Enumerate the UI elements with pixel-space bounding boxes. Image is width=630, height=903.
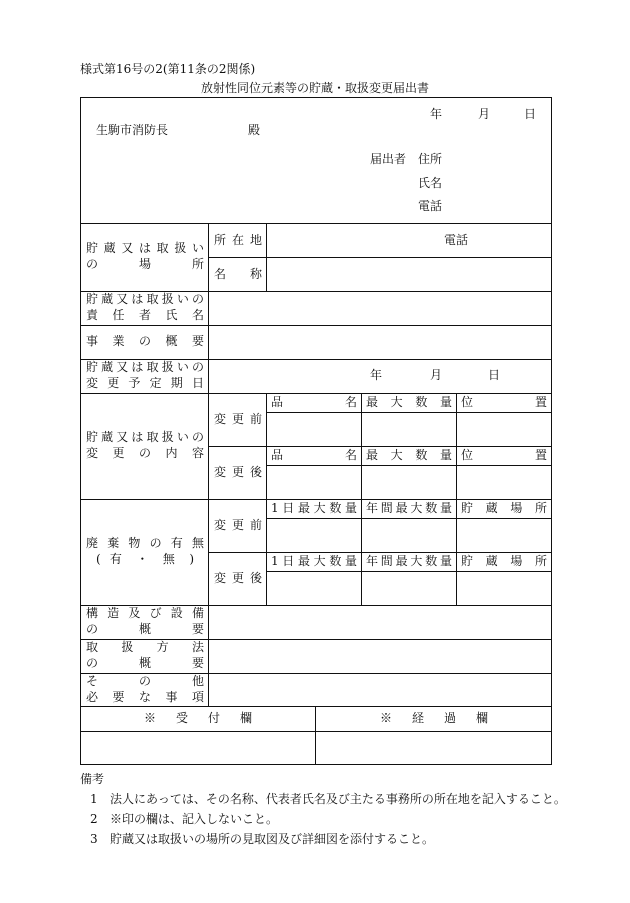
notifier-name-field[interactable] bbox=[452, 173, 548, 193]
change-date-month: 月 bbox=[430, 368, 443, 382]
rule-content-bottom bbox=[80, 499, 552, 500]
content-after-item-field[interactable] bbox=[269, 468, 359, 497]
waste-after-daily-field[interactable] bbox=[269, 574, 359, 603]
rule-date-bottom bbox=[80, 393, 552, 394]
note-item bbox=[90, 790, 566, 807]
location-label bbox=[86, 241, 204, 272]
location-label-line1: 貯 蔵 又 は 取 扱 い bbox=[86, 241, 204, 255]
waste-after-col-daily: 1日最大数量 bbox=[271, 554, 357, 568]
manager-label-line1: 貯蔵又は取扱いの bbox=[86, 292, 204, 306]
structure-label-line1: 構 造 及 び 設 備 bbox=[86, 606, 204, 620]
header-day-label: 日 bbox=[524, 107, 537, 121]
reception-field bbox=[84, 735, 311, 761]
content-after-col-item: 品 名 bbox=[271, 448, 357, 462]
waste-before-col-storage: 貯 蔵 場 所 bbox=[461, 501, 547, 515]
waste-before-daily-field[interactable] bbox=[269, 521, 359, 550]
rule-content-before-header bbox=[266, 412, 552, 413]
notifier-address-field[interactable] bbox=[452, 149, 548, 169]
change-date-day: 日 bbox=[488, 368, 501, 382]
content-after-position-field[interactable] bbox=[459, 468, 549, 497]
form-border-bottom bbox=[80, 764, 552, 765]
rule-reception-divider bbox=[315, 706, 316, 765]
waste-before-label: 変 更 前 bbox=[214, 518, 262, 532]
content-after-col-max: 最 大 数 量 bbox=[366, 448, 452, 462]
manager-label-line2: 責 任 者 氏 名 bbox=[86, 307, 204, 322]
rule-location-mid bbox=[208, 257, 552, 258]
waste-before-col-daily: 1日最大数量 bbox=[271, 501, 357, 515]
waste-before-storage-field[interactable] bbox=[459, 521, 549, 550]
progress-label: ※ 経 過 欄 bbox=[380, 711, 488, 725]
notifier-name-label: 氏名 bbox=[418, 176, 443, 190]
content-before-position-field[interactable] bbox=[459, 415, 549, 444]
structure-label-line2: の 概 要 bbox=[86, 621, 204, 636]
change-content-label bbox=[86, 430, 204, 461]
reception-label: ※ 受 付 欄 bbox=[144, 711, 252, 725]
structure-field[interactable] bbox=[212, 609, 548, 635]
change-date-year: 年 bbox=[370, 368, 383, 382]
content-after-col-position: 位 置 bbox=[461, 448, 547, 462]
change-content-after-label: 変 更 後 bbox=[214, 465, 262, 479]
rule-waste-before-header bbox=[266, 518, 552, 519]
addressee: 生駒市消防長 bbox=[96, 123, 169, 137]
business-label: 事 業 の 概 要 bbox=[86, 334, 204, 348]
waste-label-line2: ( 有 ・ 無 ) bbox=[96, 551, 194, 566]
form-border-left bbox=[80, 97, 81, 765]
change-date-label-line1: 貯蔵又は取扱いの bbox=[86, 360, 204, 374]
change-date-year-field[interactable] bbox=[320, 363, 364, 389]
progress-field bbox=[320, 735, 547, 761]
content-before-col-item: 品 名 bbox=[271, 395, 357, 409]
manager-label bbox=[86, 292, 204, 323]
manager-field[interactable] bbox=[212, 295, 548, 321]
note-number: 2 bbox=[90, 812, 98, 826]
rule-col-3 bbox=[456, 393, 457, 605]
notification-form bbox=[80, 97, 552, 765]
waste-before-col-annual: 年間最大数量 bbox=[366, 501, 452, 515]
rule-col-2 bbox=[361, 393, 362, 605]
handling-field[interactable] bbox=[212, 643, 548, 669]
notes-heading: 備考 bbox=[80, 772, 105, 786]
business-field[interactable] bbox=[212, 329, 548, 355]
rule-waste-mid bbox=[208, 552, 552, 553]
header-year-label: 年 bbox=[430, 107, 443, 121]
rule-other-bottom bbox=[80, 706, 552, 707]
location-label-line2: の 場 所 bbox=[86, 256, 204, 271]
notifier-address-label: 住所 bbox=[418, 152, 443, 166]
waste-after-label: 変 更 後 bbox=[214, 571, 262, 585]
rule-change-sublabel bbox=[266, 393, 267, 605]
form-number: 様式第16号の2(第11条の2関係) bbox=[80, 62, 256, 76]
rule-header-bottom bbox=[80, 223, 552, 224]
waste-after-col-storage: 貯 蔵 場 所 bbox=[461, 554, 547, 568]
other-label bbox=[86, 674, 204, 705]
waste-before-annual-field[interactable] bbox=[364, 521, 454, 550]
other-label-line2: 必 要 な 事 項 bbox=[86, 689, 204, 704]
content-before-item-field[interactable] bbox=[269, 415, 359, 444]
location-phone-label: 電話 bbox=[444, 233, 469, 247]
other-field[interactable] bbox=[212, 677, 548, 703]
rule-reception-header-bottom bbox=[80, 731, 552, 732]
structure-label bbox=[86, 606, 204, 637]
note-number: 3 bbox=[90, 832, 98, 846]
notifier-phone-field[interactable] bbox=[452, 196, 548, 216]
note-text: ※印の欄は、記入しないこと。 bbox=[110, 812, 279, 826]
note-text: 法人にあっては、その名称、代表者氏名及び主たる事務所の所在地を記入すること。 bbox=[110, 792, 566, 806]
rule-content-after-header bbox=[266, 465, 552, 466]
handling-label-line2: の 概 要 bbox=[86, 655, 204, 670]
location-name-field[interactable] bbox=[270, 261, 548, 287]
note-item bbox=[90, 830, 434, 847]
other-label-line1: そ の 他 bbox=[86, 674, 204, 688]
content-before-col-max: 最 大 数 量 bbox=[366, 395, 452, 409]
content-after-max-field[interactable] bbox=[364, 468, 454, 497]
location-phone-field[interactable] bbox=[476, 227, 548, 253]
rule-location-sublabel bbox=[266, 223, 267, 291]
location-address-label: 所 在 地 bbox=[214, 233, 262, 247]
content-before-max-field[interactable] bbox=[364, 415, 454, 444]
handling-label-line1: 取 扱 方 法 bbox=[86, 640, 204, 654]
change-date-label bbox=[86, 360, 204, 391]
change-date-month-field[interactable] bbox=[386, 363, 426, 389]
waste-label-line1: 廃 棄 物 の 有 無 bbox=[86, 536, 204, 550]
handling-label bbox=[86, 640, 204, 671]
change-date-label-line2: 変 更 予 定 期 日 bbox=[86, 375, 204, 390]
content-before-col-position: 位 置 bbox=[461, 395, 547, 409]
waste-after-storage-field[interactable] bbox=[459, 574, 549, 603]
form-title: 放射性同位元素等の貯蔵・取扱変更届出書 bbox=[200, 81, 429, 95]
notifier-phone-label: 電話 bbox=[418, 199, 443, 213]
location-name-label: 名 称 bbox=[214, 267, 262, 281]
rule-waste-after-header bbox=[266, 571, 552, 572]
notifier-label: 届出者 bbox=[370, 152, 407, 166]
header-month-label: 月 bbox=[478, 107, 491, 121]
note-item bbox=[90, 810, 278, 827]
rule-label-column bbox=[208, 223, 209, 706]
change-date-day-field[interactable] bbox=[446, 363, 486, 389]
waste-after-col-annual: 年間最大数量 bbox=[366, 554, 452, 568]
note-number: 1 bbox=[90, 792, 98, 806]
rule-manager-bottom bbox=[80, 325, 552, 326]
waste-label bbox=[86, 536, 204, 567]
waste-after-annual-field[interactable] bbox=[364, 574, 454, 603]
change-content-label-line1: 貯蔵又は取扱いの bbox=[86, 430, 204, 444]
location-address-field[interactable] bbox=[270, 227, 438, 253]
honorific: 殿 bbox=[248, 123, 261, 137]
rule-content-mid bbox=[208, 446, 552, 447]
change-content-before-label: 変 更 前 bbox=[214, 412, 262, 426]
change-content-label-line2: 変 更 の 内 容 bbox=[86, 445, 204, 460]
form-border-top bbox=[80, 97, 552, 98]
form-border-right bbox=[551, 97, 552, 765]
note-text: 貯蔵又は取扱いの場所の見取図及び詳細図を添付すること。 bbox=[110, 832, 435, 846]
